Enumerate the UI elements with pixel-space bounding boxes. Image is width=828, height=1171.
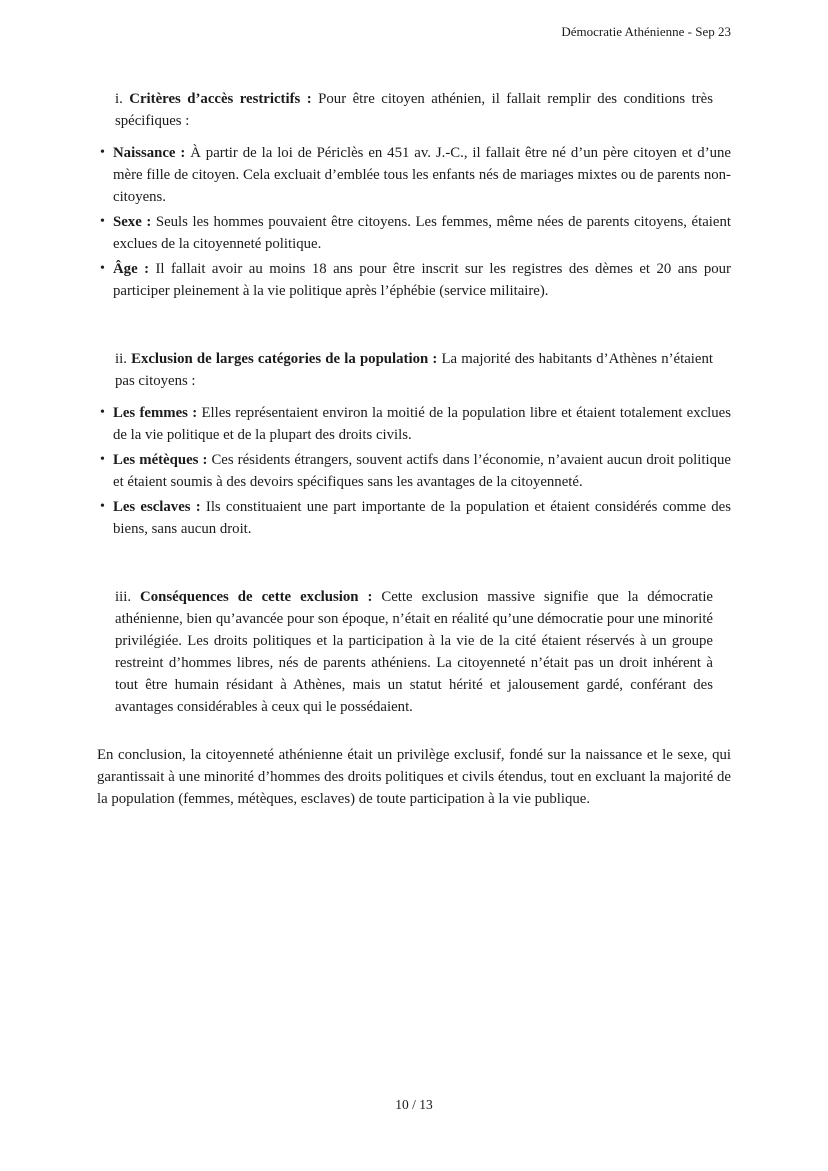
bullet-icon: • [100,499,105,514]
section-iii-heading: Conséquences de cette exclusion : [140,589,373,605]
list-item [97,142,731,208]
item-lead: Les métèques : [113,452,208,468]
item-text: Elles représentaient environ la moitié de la population libre et étaient totalement exclues de la vie politique et de la plupart des droits civils. [113,405,731,443]
section-ii-heading: Exclusion de larges catégories de la population : [131,351,438,367]
section-iii-text: Cette exclusion massive signifie que la démocratie athénienne, bien qu’avancée pour son époque, n’était en réalité qu’une démocratie pour une minorité privilégiée. Les droits politiques et la participation à la vie de la cité étaient réservés à un groupe restreint d’hommes libres, nés de parents athéniens. La citoyenneté n’était pas un droit inhérent à tout être humain résidant à Athènes, mais un statut hérité et jalousement gardé, conférant des avantages considérables à ceux qui le possédaient. [115,589,713,715]
bullet-icon: • [100,145,105,160]
section-ii-label: ii. [115,351,127,367]
list-item [97,449,731,493]
bullet-icon: • [100,261,105,276]
section-i-paragraph [115,88,713,132]
section-iii-label: iii. [115,589,132,605]
list-item [97,496,731,540]
page-number: 10 / 13 [395,1097,433,1112]
bullet-icon: • [100,405,105,420]
item-text: Il fallait avoir au moins 18 ans pour être inscrit sur les registres des dèmes et 20 ans pour participer pleinement à la vie politique après l’éphébie (service militaire). [113,261,731,299]
list-item [97,211,731,255]
item-lead: Âge : [113,261,150,277]
list-item [97,258,731,302]
list-access-criteria [97,142,731,302]
conclusion-paragraph: En conclusion, la citoyenneté athénienne était un privilège exclusif, fondé sur la naissance et le sexe, qui garantissait à une minorité d’hommes des droits politiques et civils étendus, tout en excluant la majorité de la population (femmes, métèques, esclaves) de toute participation à la vie publique. [97,747,731,807]
running-header: Démocratie Athénienne - Sep 23 [561,24,731,39]
section-i-text: Pour être citoyen athénien, il fallait remplir des conditions très spécifiques : [115,91,713,129]
section-ii-paragraph [115,348,713,392]
document-content [97,88,731,810]
item-lead: Les esclaves : [113,499,201,515]
item-text: Seuls les hommes pouvaient être citoyens. Les femmes, même nées de parents citoyens, étaient exclues de la citoyenneté politique. [113,214,731,252]
item-text: Ces résidents étrangers, souvent actifs dans l’économie, n’avaient aucun droit politique et étaient soumis à des devoirs spécifiques sans les avantages de la citoyenneté. [113,452,731,490]
bullet-icon: • [100,214,105,229]
item-text: Ils constituaient une part importante de la population et étaient considérés comme des biens, sans aucun droit. [113,499,732,537]
item-lead: Les femmes : [113,405,198,421]
section-iii-paragraph [115,586,713,718]
item-lead: Sexe : [113,214,152,230]
item-lead: Naissance : [113,145,186,161]
section-i-heading: Critères d’accès restrictifs : [129,91,312,107]
item-text: À partir de la loi de Périclès en 451 av. J.-C., il fallait être né d’un père citoyen et d’une mère fille de citoyen. Cela excluait d’emblée tous les enfants nés de mariages mixtes ou de parents non-citoyens. [113,145,731,205]
list-item [97,402,731,446]
section-ii-text: La majorité des habitants d’Athènes n’étaient pas citoyens : [115,351,713,389]
list-excluded-categories [97,402,731,540]
section-i-label: i. [115,91,123,107]
bullet-icon: • [100,452,105,467]
